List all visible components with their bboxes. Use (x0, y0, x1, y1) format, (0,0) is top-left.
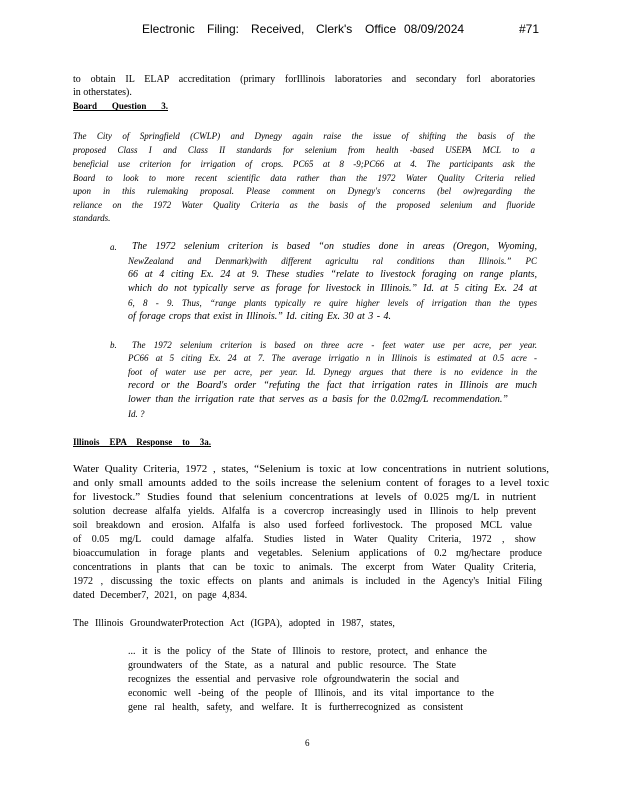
item-b-line: Id. ? (128, 409, 145, 419)
question-line: upon in this rulemaking proposal. Please comment on Dynegy's concerns (bel ow)regarding the (73, 186, 535, 196)
quote-line: ... it is the policy of the State of Illinois to restore, protect, and enhance the (128, 646, 487, 657)
item-a-line: of forage crops that exist in Illinois.” Id. citing Ex. 30 at 3 - 4. (128, 311, 392, 322)
board-question-heading: Board Question 3. (73, 101, 168, 111)
question-line: The City of Springfield (CWLP) and Dynegy again raise the issue of shifting the basis of the (73, 131, 535, 141)
item-a-line: 66 at 4 citing Ex. 24 at 9. These studies “relate to livestock foraging on range plants, (128, 269, 537, 280)
response-line: Water Quality Criteria, 1972 , states, “Selenium is toxic at low concentrations in nutrient solutions, (73, 463, 549, 475)
filing-header (0, 22, 618, 38)
header-number: #71 (519, 22, 540, 36)
response-line: dated December7, 2021, on page 4,834. (73, 590, 248, 601)
response-heading: Illinois EPA Response to 3a. (73, 437, 211, 447)
page-number: 6 (305, 738, 310, 748)
item-a-line: 6, 8 - 9. Thus, “range plants typically re quire higher levels of irrigation than the types (128, 298, 537, 308)
intro-line: to obtain IL ELAP accreditation (primary forIllinois laboratories and secondary forl aboratories (73, 74, 535, 85)
quote-line: recognizes the essential and pervasive role ofgroundwaterin the social and (128, 674, 459, 685)
header-filing: Filing: (207, 22, 240, 36)
question-line: standards. (73, 213, 111, 223)
question-line: beneficial use criterion for irrigation of crops. PC65 at 8 -9;PC66 at 4. The participants ask the (73, 159, 535, 169)
response-line: of 0.05 mg/L could damage alfalfa. Studies listed in Water Quality Criteria, 1972 , show (73, 534, 536, 545)
igpa-line: The Illinois GroundwaterProtection Act (IGPA), adopted in 1987, states, (73, 618, 395, 629)
quote-line: gene ral health, safety, and welfare. It is furtherrecognized as consistent (128, 702, 463, 713)
item-b-line: record or the Board's order “refuting the fact that irrigation rates in Illinois are much (128, 380, 537, 391)
response-line: soil breakdown and erosion. Alfalfa is also used forfeed forlivestock. The proposed MCL value (73, 520, 532, 531)
item-a-label: a. (110, 242, 117, 252)
quote-line: groundwaters of the State, as a natural and public resource. The State (128, 660, 456, 671)
item-a-line: which do not typically serve as forage for livestock in Illinois.” Id. at 5 citing Ex. 24 at (128, 283, 537, 294)
response-line: bioaccumulation in forage plants and vegetables. Selenium applications of 0.2 mg/hectare produce (73, 548, 542, 559)
header-office: Office (365, 22, 397, 36)
item-a-line: NewZealand and Denmark)with different agricultu ral conditions than Illinois.” PC (128, 256, 537, 266)
question-line: reliance on the 1972 Water Quality Criteria as the basis of the proposed selenium and fluoride (73, 200, 535, 210)
header-received: Received, (251, 22, 305, 36)
intro-line: in otherstates). (73, 87, 132, 98)
item-b-line: The 1972 selenium criterion is based on three acre - feet water use per acre, per year. (132, 340, 537, 350)
response-line: for livestock.” Studies found that selenium concentrations at levels of 0.025 mg/L in nutrient (73, 491, 536, 503)
response-line: and only small amounts added to the soils increase the selenium content of forages to a level toxic (73, 477, 549, 489)
response-line: concentrations in plants that can be toxic to animals. The excerpt from Water Quality Criteria, (73, 562, 536, 573)
quote-line: economic well -being of the people of Illinois, and its vital importance to the (128, 688, 494, 699)
item-a-line: The 1972 selenium criterion is based “on studies done in areas (Oregon, Wyoming, (132, 241, 537, 252)
header-electronic: Electronic (142, 22, 195, 36)
response-line: solution decrease alfalfa yields. Alfalfa is a covercrop increasingly used in Illinois to help prevent (73, 506, 536, 517)
header-date: 08/09/2024 (404, 22, 465, 36)
item-b-label: b. (110, 340, 117, 350)
item-b-line: lower than the irrigation rate that serves as a basis for the 0.02mg/L recommendation.” (128, 394, 508, 405)
item-b-line: PC66 at 5 citing Ex. 24 at 7. The average irrigatio n in Illinois is estimated at 0.5 acre - (128, 353, 537, 363)
response-line: 1972 , discussing the toxic effects on plants and animals is included in the Agency's Initial Filing (73, 576, 542, 587)
question-line: proposed Class I and Class II standards for selenium from health -based USEPA MCL to a (73, 145, 535, 155)
header-clerks: Clerk's (316, 22, 353, 36)
item-b-line: foot of water use per acre, per year. Id. Dynegy argues that there is no evidence in the (128, 367, 537, 377)
question-line: Board to look to more recent scientific data rather than the 1972 Water Quality Criteria relied (73, 173, 535, 183)
